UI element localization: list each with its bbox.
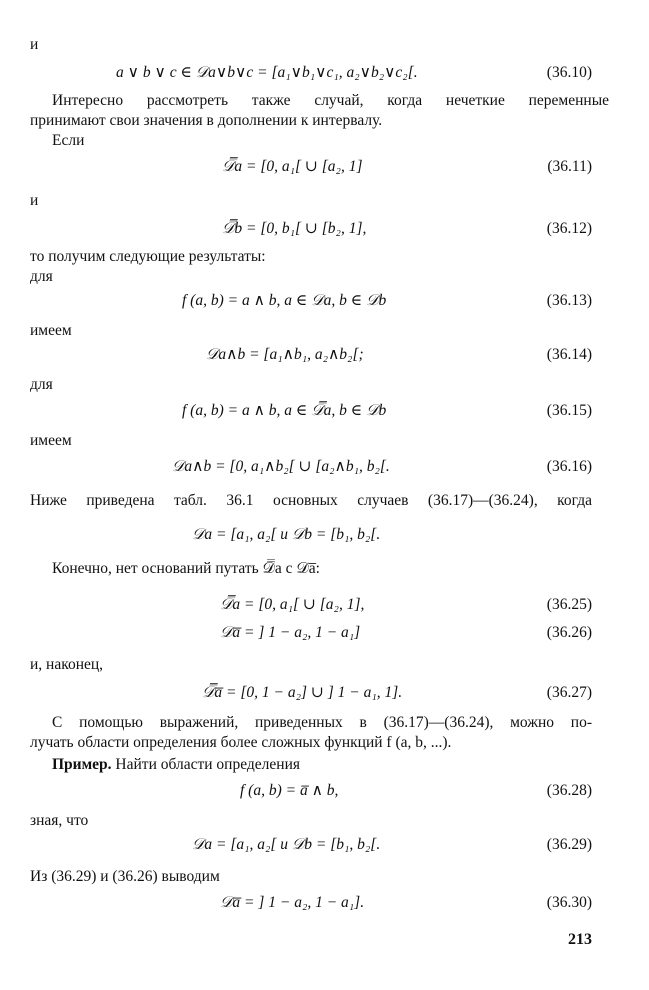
example-line bbox=[52, 754, 609, 775]
text-line: для bbox=[30, 376, 53, 393]
text-line: и, наконец, bbox=[30, 656, 104, 673]
text-line: Конечно, нет оснований путать 𝒟̿a с 𝒟a̅: bbox=[52, 560, 320, 577]
equation-number: (36.27) bbox=[546, 684, 592, 701]
text-line: для bbox=[30, 268, 53, 285]
text-line: зная, что bbox=[30, 812, 89, 829]
text-line: лучать области определения более сложных функций f (a, b, ...). bbox=[30, 734, 452, 751]
equation-36-28: f (a, b) = a̅ ∧ b, bbox=[240, 782, 339, 799]
text-line: имеем bbox=[30, 322, 72, 339]
text-line: Если bbox=[52, 132, 85, 149]
page-number: 213 bbox=[568, 931, 592, 948]
equation-number: (36.14) bbox=[546, 346, 592, 363]
example-label: Пример. bbox=[52, 756, 112, 773]
text-line: то получим следующие результаты: bbox=[30, 248, 266, 265]
equation-36-15: f (a, b) = a ∧ b, a ∈ 𝒟̿a, b ∈ 𝒟b bbox=[182, 402, 387, 419]
equation-interval-def: 𝒟a = [a₁, a₂[ и 𝒟b = [b₁, b₂[. bbox=[192, 526, 381, 543]
equation-36-13: f (a, b) = a ∧ b, a ∈ 𝒟a, b ∈ 𝒟b bbox=[182, 292, 387, 309]
equation-36-30: 𝒟a̅ = ] 1 − a₂, 1 − a₁]. bbox=[220, 894, 365, 911]
text-line: и bbox=[30, 192, 39, 209]
equation-number: (36.29) bbox=[546, 836, 592, 853]
equation-36-27: 𝒟̿a̅ = [0, 1 − a₂] ∪ ] 1 − a₁, 1]. bbox=[202, 684, 403, 701]
text-line: имеем bbox=[30, 432, 72, 449]
equation-36-25: 𝒟̿a = [0, a₁[ ∪ [a₂, 1], bbox=[220, 596, 365, 613]
equation-number: (36.10) bbox=[546, 64, 592, 81]
text-line: Из (36.29) и (36.26) выводим bbox=[30, 868, 220, 885]
equation-number: (36.11) bbox=[547, 158, 592, 175]
equation-number: (36.12) bbox=[546, 220, 592, 237]
text-line: С помощью выражений, приведенных в (36.17)—(36.24), можно по- bbox=[52, 714, 592, 731]
example-text: Найти области определения bbox=[115, 756, 300, 773]
equation-36-11: 𝒟̿a = [0, a₁[ ∪ [a₂, 1] bbox=[222, 158, 363, 175]
equation-number: (36.25) bbox=[546, 596, 592, 613]
text-line: Интересно рассмотреть также случай, когда нечеткие переменные bbox=[52, 92, 609, 109]
equation-36-12: 𝒟̿b = [0, b₁[ ∪ [b₂, 1], bbox=[222, 220, 367, 237]
equation-36-10: a ∨ b ∨ c ∈ 𝒟a∨b∨c = [a₁∨b₁∨c₁, a₂∨b₂∨c₂[. bbox=[116, 64, 418, 81]
equation-36-26: 𝒟a̅ = ] 1 − a₂, 1 − a₁] bbox=[220, 624, 361, 641]
equation-number: (36.26) bbox=[546, 624, 592, 641]
equation-36-14: 𝒟a∧b = [a₁∧b₁, a₂∧b₂[; bbox=[206, 346, 364, 363]
text-line: и bbox=[30, 36, 39, 53]
equation-36-16: 𝒟a∧b = [0, a₁∧b₂[ ∪ [a₂∧b₁, b₂[. bbox=[172, 458, 390, 475]
equation-36-29: 𝒟a = [a₁, a₂[ и 𝒟b = [b₁, b₂[. bbox=[192, 836, 381, 853]
text-line: Ниже приведена табл. 36.1 основных случаев (36.17)—(36.24), когда bbox=[30, 492, 592, 509]
equation-number: (36.30) bbox=[546, 894, 592, 911]
equation-number: (36.15) bbox=[546, 402, 592, 419]
equation-number: (36.13) bbox=[546, 292, 592, 309]
text-line: принимают свои значения в дополнении к интервалу. bbox=[30, 112, 383, 129]
equation-number: (36.28) bbox=[546, 782, 592, 799]
equation-number: (36.16) bbox=[546, 458, 592, 475]
